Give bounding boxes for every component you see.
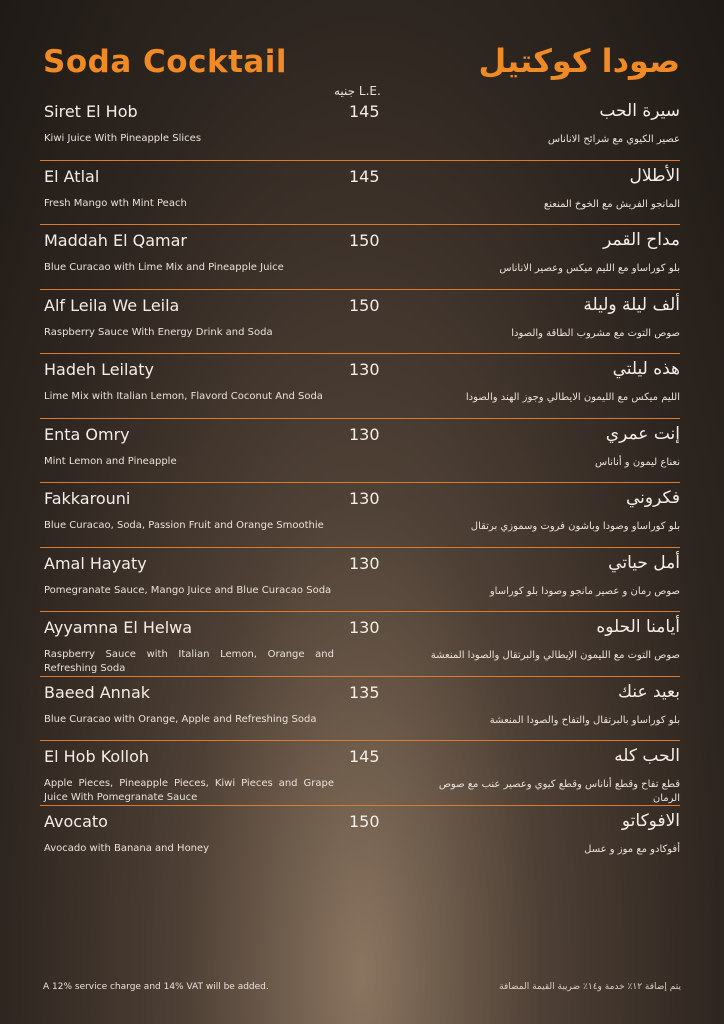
item-name-ar: ألف ليلة وليلة [583,294,680,315]
item-name-en: El Atlal [44,166,100,186]
currency-label: جنيه L.E. [334,84,381,98]
item-name-ar: أيامنا الحلوه [596,617,680,637]
item-name-en: Amal Hayaty [44,553,147,573]
item-description-ar: الليم ميكس مع الليمون الايطالي وجوز الهند والصودا [465,392,680,403]
page-title-en: Soda Cocktail [43,44,288,80]
item-name-en: Siret El Hob [44,102,138,121]
item-name-ar: فكروني [625,488,680,508]
item-name-en: Baeed Annak [44,682,151,702]
item-price: 135 [349,682,380,702]
item-price: 150 [349,231,380,250]
service-charge-note-ar: يتم إضافة ١٢٪ خدمة و١٤٪ ضريبة القيمة المضافة [499,982,681,992]
menu-item [40,96,680,161]
item-name-en: Ayyamna El Helwa [44,618,193,637]
item-price: 130 [349,553,380,573]
menu-item [40,161,680,226]
item-name-ar: الافوكاتو [621,810,680,831]
item-description-en: Raspberry Sauce with Italian Lemon, Orange and Refreshing Soda [44,649,334,674]
menu-item [40,612,680,677]
item-description-en: Pomegranate Sauce, Mango Juice and Blue Curacao Soda [44,584,332,596]
item-description-ar: نعناع ليمون و أناناس [594,456,680,468]
item-description-en: Avocado with Banana and Honey [44,842,210,854]
menu-item [40,354,680,419]
item-name-en: Maddah El Qamar [44,231,187,250]
item-description-ar: قطع تفاح وقطع أناناس وقطع كيوي وعصير عنب مع صوص الرمان [438,779,680,804]
item-description-en: Blue Curacao with Orange, Apple and Refreshing Soda [44,713,317,725]
item-name-ar: هذه ليلتي [612,359,680,379]
item-name-ar: الأطلال [629,165,680,186]
page-title-ar: صودا كوكتيل [478,42,680,80]
item-price: 130 [349,424,380,444]
item-price: 130 [349,360,380,379]
item-description-en: Apple Pieces, Pineapple Pieces, Kiwi Pieces and Grape Juice With Pomegranate Sauce [44,778,334,803]
item-name-en: Fakkarouni [44,489,131,508]
menu-item [40,290,680,355]
item-price: 145 [349,747,380,766]
item-description-ar: بلو كوراساو بالبرتقال والتفاح والصودا المنعشة [489,714,680,726]
item-description-ar: عصير الكيوي مع شرائح الاناناس [547,134,680,145]
service-charge-note-en: A 12% service charge and 14% VAT will be added. [43,982,269,992]
item-description-en: Kiwi Juice With Pineapple Slices [44,133,202,144]
item-price: 150 [349,811,380,831]
item-name-ar: مداح القمر [603,230,680,250]
item-name-ar: سيرة الحب [599,101,680,121]
menu-item [40,483,680,548]
item-description-en: Mint Lemon and Pineapple [44,455,177,467]
item-description-ar: أفوكادو مع موز و عسل [584,843,680,855]
menu-list [40,96,680,870]
item-name-en: Enta Omry [44,424,130,444]
item-description-en: Lime Mix with Italian Lemon, Flavord Coconut And Soda [44,391,323,402]
item-name-ar: أمل حياتي [608,552,680,573]
item-description-en: Raspberry Sauce With Energy Drink and Soda [44,326,273,338]
item-description-ar: صوص رمان و عصير مانجو وصودا بلو كوراساو [489,585,680,597]
menu-item [40,806,680,871]
menu-item [40,548,680,613]
item-description-en: Fresh Mango wth Mint Peach [44,197,187,209]
item-description-en: Blue Curacao with Lime Mix and Pineapple Juice [44,262,284,273]
item-name-ar: إنت عمري [605,423,680,444]
menu-item [40,741,680,806]
item-name-en: El Hob Kolloh [44,747,150,766]
item-name-ar: بعيد عنك [618,681,680,702]
item-price: 130 [349,618,380,637]
item-price: 150 [349,295,380,315]
item-description-en: Blue Curacao, Soda, Passion Fruit and Orange Smoothie [44,520,324,531]
item-name-en: Avocato [44,811,108,831]
menu-item [40,677,680,742]
item-description-ar: المانجو الفريش مع الخوخ المنعنع [543,198,680,210]
item-description-ar: بلو كوراساو وصودا وباشون فروت وسموزي برتقال [470,521,680,532]
item-name-en: Hadeh Leilaty [44,360,154,379]
item-price: 145 [349,102,380,121]
menu-item [40,225,680,290]
item-description-ar: صوص التوت مع الليمون الإيطالي والبرتقال والصودا المنعشة [430,650,680,661]
item-description-ar: بلو كوراساو مع الليم ميكس وعصير الاناناس [499,263,680,274]
item-name-ar: الحب كله [614,746,680,766]
item-price: 145 [349,166,380,186]
item-price: 130 [349,489,380,508]
item-description-ar: صوص التوت مع مشروب الطاقة والصودا [511,327,680,339]
menu-item [40,419,680,484]
item-name-en: Alf Leila We Leila [44,295,180,315]
